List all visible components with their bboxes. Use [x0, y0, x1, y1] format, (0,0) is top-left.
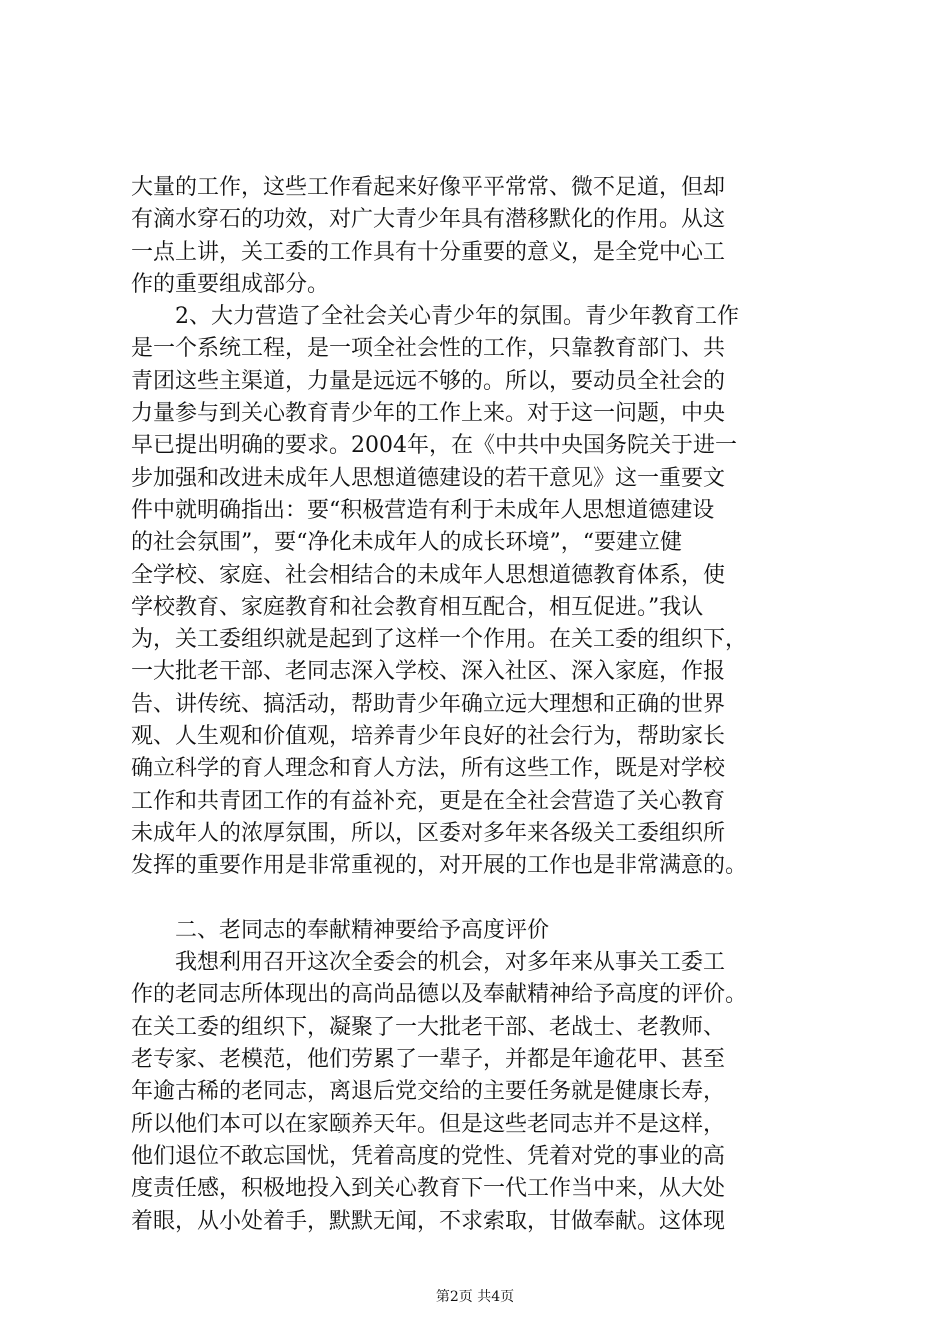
- text-line: 力量参与到关心教育青少年的工作上来。对于这一问题，中央: [131, 401, 726, 427]
- text-line: 一大批老干部、老同志深入学校、深入社区、深入家庭，作报: [131, 659, 726, 685]
- text-line: 作的老同志所体现出的高尚品德以及奉献精神给予高度的评价。: [131, 982, 748, 1008]
- text-line: 步加强和改进未成年人思想道德建设的若干意见》这一重要文: [131, 465, 726, 491]
- text-line: 的社会氛围”，要“净化未成年人的成长环境”，“要建立健: [131, 530, 682, 556]
- text-line: 他们退位不敢忘国忧，凭着高度的党性、凭着对党的事业的高: [131, 1143, 726, 1169]
- text-line: 在关工委的组织下，凝聚了一大批老干部、老战士、老教师、: [131, 1014, 726, 1040]
- text-line: 发挥的重要作用是非常重视的，对开展的工作也是非常满意的。: [131, 853, 748, 879]
- text-line: 确立科学的育人理念和育人方法，所有这些工作，既是对学校: [131, 756, 726, 782]
- text-line: 所以他们本可以在家颐养天年。但是这些老同志并不是这样，: [131, 1111, 726, 1137]
- text-line: 观、人生观和价值观，培养青少年良好的社会行为，帮助家长: [131, 724, 726, 750]
- text-line: 2、大力营造了全社会关心青少年的氛围。青少年教育工作: [131, 304, 739, 330]
- text-line: 告、讲传统、搞活动，帮助青少年确立远大理想和正确的世界: [131, 691, 726, 717]
- document-body: [131, 172, 841, 1238]
- text-line: 度责任感，积极地投入到关心教育下一代工作当中来，从大处: [131, 1176, 726, 1202]
- text-line: 一点上讲，关工委的工作具有十分重要的意义，是全党中心工: [131, 239, 726, 265]
- section-heading: 二、老同志的奉献精神要给予高度评价: [131, 917, 550, 943]
- text-line: 件中就明确指出：要“积极营造有利于未成年人思想道德建设: [131, 497, 715, 523]
- paragraph-gap: [131, 883, 841, 915]
- text-line: 全学校、家庭、社会相结合的未成年人思想道德教育体系，使: [131, 562, 726, 588]
- text-line: 学校教育、家庭教育和社会教育相互配合，相互促进。”我认: [131, 594, 704, 620]
- page-footer: 第2页 共4页: [435, 1289, 515, 1305]
- text-line: 早已提出明确的要求。2004年，在《中共中央国务院关于进一: [131, 433, 737, 459]
- text-line: 未成年人的浓厚氛围，所以，区委对多年来各级关工委组织所: [131, 820, 726, 846]
- text-line: 大量的工作，这些工作看起来好像平平常常、微不足道，但却: [131, 175, 726, 200]
- text-line: 年逾古稀的老同志，离退后党交给的主要任务就是健康长寿，: [131, 1079, 726, 1105]
- text-line: 工作和共青团工作的有益补充，更是在全社会营造了关心教育: [131, 788, 726, 814]
- text-line: 作的重要组成部分。: [131, 271, 330, 297]
- text-line: 青团这些主渠道，力量是远远不够的。所以，要动员全社会的: [131, 368, 726, 394]
- text-line: 老专家、老模范，他们劳累了一辈子，并都是年逾花甲、甚至: [131, 1047, 726, 1073]
- text-line: 有滴水穿石的功效，对广大青少年具有潜移默化的作用。从这: [131, 207, 726, 233]
- text-line: 着眼，从小处着手，默默无闻，不求索取，甘做奉献。这体现: [131, 1208, 726, 1234]
- text-line: 为，关工委组织就是起到了这样一个作用。在关工委的组织下，: [131, 627, 748, 653]
- text-line: 是一个系统工程，是一项全社会性的工作，只靠教育部门、共: [131, 336, 726, 362]
- text-line: 我想利用召开这次全委会的机会，对多年来从事关工委工: [131, 950, 726, 976]
